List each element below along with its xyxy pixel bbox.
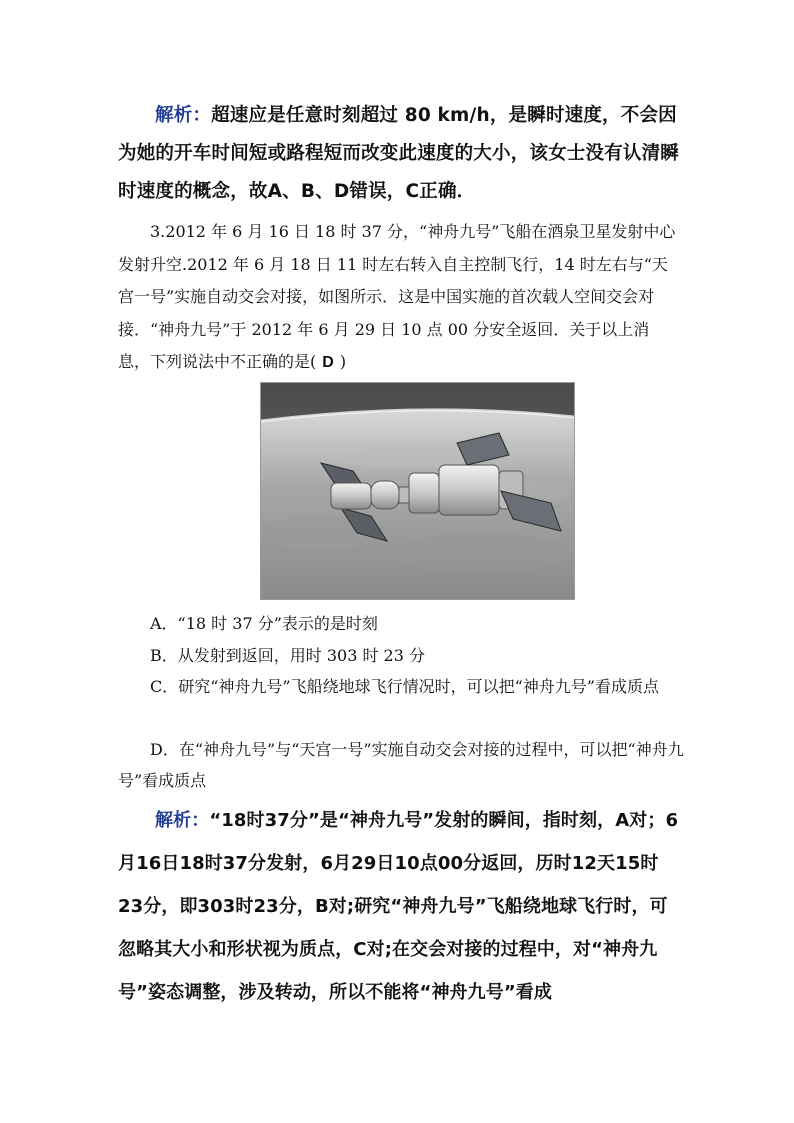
analysis-text: 超速应是任意时刻超过 80 km/h，是瞬时速度，不会因为她的开车时间短或路程短而改变此速度的大小，该女士没有认清瞬时速度的概念，故A、B、D错误，C正确． [118,105,680,202]
option-c: C．研究“神舟九号”飞船绕地球飞行情况时，可以把“神舟九号”看成质点 [150,677,659,696]
question-stem-close: ) [339,352,347,371]
analysis-text: “18时37分”是“神舟九号”发射的瞬间，指时刻，A对；6月16日18时37分发射，6月29日10点00分返回，历时12天15时23分，即303时23分，B对;研究“神舟九号”飞船绕地球飞行时，可忽略其大小和形状视为质点，C对;在交会对接的过程中，对“神舟九号”姿态调整，涉及转动，所以不能将“神舟九号”看成 [118,810,679,1003]
option-d: D．在“神舟九号”与“天宫一号”实施自动交会对接的过程中，可以把“神舟九号”看成质点 [118,740,684,790]
analysis-label: 解析： [155,105,212,126]
analysis-paragraph-1 [118,97,680,211]
analysis-paragraph-2 [118,799,680,1014]
question-stem-text: 3.2012 年 6 月 16 日 18 时 37 分，“神舟九号”飞船在酒泉卫星发射中心发射升空.2012 年 6 月 18 日 11 时左右转入自主控制飞行，14 时左右与“天宫一号”实施自动交会对接，如图所示．这是中国实施的首次载人空间交会对接．“神舟九号”于 2012 年 6 月 29 日 10 点 00 分安全返回．关于以上消息，下列说法中不正确的是( [118,222,676,371]
answer-letter: D [322,354,334,371]
tiangong-spacecraft [409,465,523,515]
question-3-stem [118,216,680,380]
analysis-label: 解析： [155,810,210,831]
spacecraft-illustration [261,383,574,599]
shenzhou-spacecraft [331,481,409,509]
option-a: A．“18 时 37 分”表示的是时刻 [150,614,378,633]
spacecraft-docking-photo [260,382,575,600]
option-b: B．从发射到返回，用时 303 时 23 分 [150,646,426,665]
